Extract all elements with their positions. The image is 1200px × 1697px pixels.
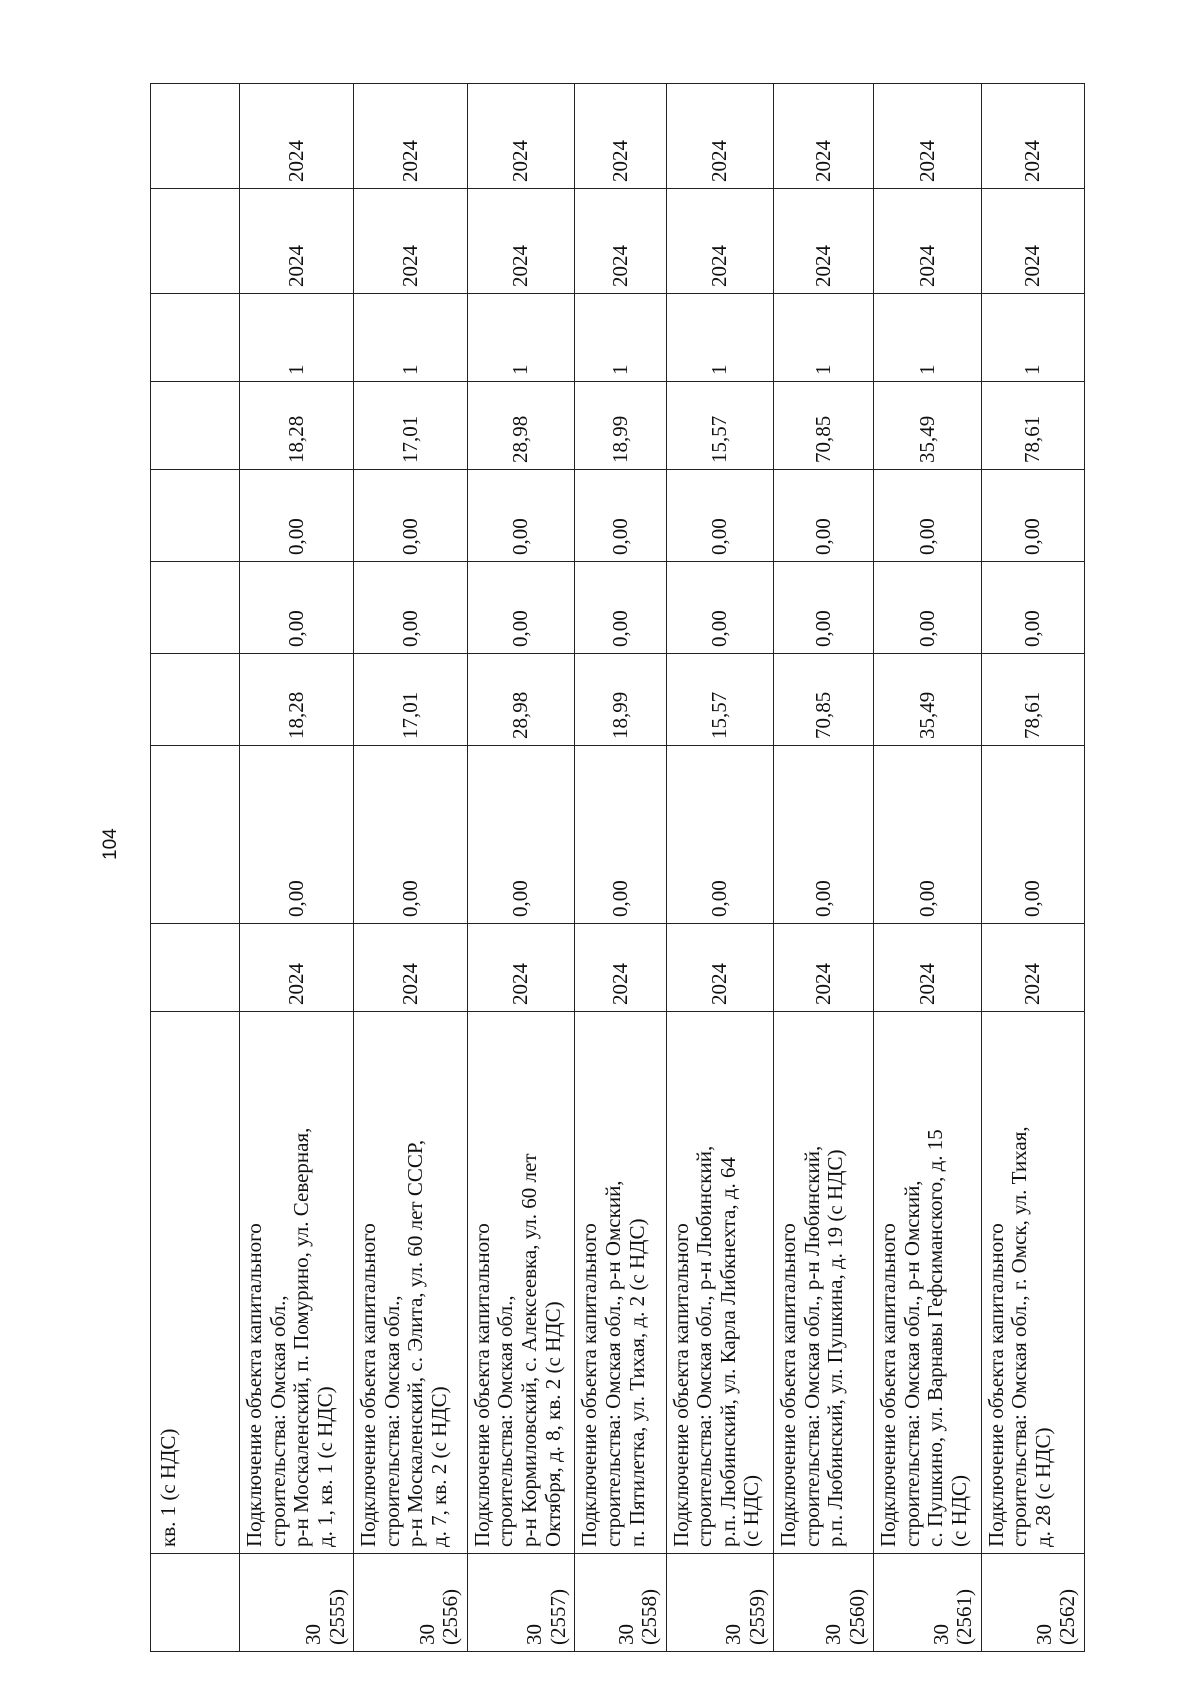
value-cell-5: 17,01 [354,382,468,470]
empty-cell [151,294,240,382]
empty-cell [151,654,240,746]
value-cell-2: 70,85 [774,654,874,746]
value-cell-4: 0,00 [981,470,1084,562]
value-cell-5: 18,99 [575,382,666,470]
table-rotation-wrapper [150,84,1085,1652]
start-year-cell: 2024 [666,924,774,1012]
year-cell-b: 2024 [467,84,575,189]
row-number: 30 [821,1624,846,1645]
count-cell: 1 [874,294,982,382]
value-cell-1: 0,00 [575,746,666,924]
description-line: п. Пятилетка, ул. Тихая, д. 2 (с НДС) [624,1218,649,1547]
row-number: 30 [613,1624,638,1645]
year-cell-b: 2024 [240,84,354,189]
value-cell-1: 0,00 [354,746,468,924]
description-line: р.п. Любинский, ул. Карла Либкнехта, д. 64 [715,1156,740,1547]
value-cell-2: 18,99 [575,654,666,746]
value-cell-2: 17,01 [354,654,468,746]
description-line: р.п. Любинский, ул. Пушкина, д. 19 (с НДС) [823,1149,848,1547]
year-cell-a: 2024 [354,189,468,294]
description-cell [467,1012,575,1554]
value-cell-1: 0,00 [874,746,982,924]
count-cell: 1 [774,294,874,382]
row-number: 30 [928,1624,953,1645]
value-cell-4: 0,00 [666,470,774,562]
row-number-cell [981,1554,1084,1652]
row-number: 30 [414,1624,439,1645]
description-line: строительства: Омская обл., р-н Омский, [601,1180,625,1547]
row-code: (2557) [545,1589,570,1645]
value-cell-3: 0,00 [240,562,354,654]
description-cell [874,1012,982,1554]
description-cell [981,1012,1084,1554]
description-line: строительства: Омская обл., [493,1295,518,1547]
value-cell-5: 15,57 [666,382,774,470]
empty-cell [151,924,240,1012]
table-row [666,84,774,1652]
start-year-cell: 2024 [467,924,575,1012]
start-year-cell: 2024 [774,924,874,1012]
row-code: (2555) [324,1589,349,1645]
value-cell-1: 0,00 [774,746,874,924]
description-line: строительства: Омская обл., р-н Любинский, [692,1145,717,1547]
description-cell [774,1012,874,1554]
count-cell: 1 [240,294,354,382]
description-line: строительства: Омская обл., г. Омск, ул. Тихая, [1007,1126,1032,1547]
row-code: (2561) [952,1589,977,1645]
year-cell-b: 2024 [981,84,1084,189]
description-line: строительства: Омская обл., [379,1295,404,1547]
continuation-desc-cell: кв. 1 (с НДС) [151,1012,240,1554]
description-line: Подключение объекта капитального [876,1223,901,1547]
value-cell-5: 70,85 [774,382,874,470]
description-line: Подключение объекта капитального [469,1223,494,1547]
table-row [575,84,666,1652]
value-cell-5: 28,98 [467,382,575,470]
start-year-cell: 2024 [575,924,666,1012]
empty-cell [151,562,240,654]
year-cell-b: 2024 [575,84,666,189]
table-row [467,84,575,1652]
description-line: Подключение объекта капитального [983,1223,1008,1547]
start-year-cell: 2024 [354,924,468,1012]
continuation-row [151,84,240,1652]
count-cell: 1 [981,294,1084,382]
row-number-cell [774,1554,874,1652]
value-cell-4: 0,00 [774,470,874,562]
value-cell-2: 15,57 [666,654,774,746]
year-cell-b: 2024 [354,84,468,189]
start-year-cell: 2024 [874,924,982,1012]
value-cell-2: 78,61 [981,654,1084,746]
description-line: Подключение объекта капитального [356,1223,381,1547]
row-code: (2559) [744,1589,769,1645]
year-cell-a: 2024 [774,189,874,294]
value-cell-3: 0,00 [981,562,1084,654]
value-cell-3: 0,00 [666,562,774,654]
row-number-cell [874,1554,982,1652]
description-cell [575,1012,666,1554]
start-year-cell: 2024 [981,924,1084,1012]
value-cell-5: 18,28 [240,382,354,470]
value-cell-4: 0,00 [874,470,982,562]
value-cell-4: 0,00 [467,470,575,562]
year-cell-a: 2024 [467,189,575,294]
row-number-cell [240,1554,354,1652]
description-line: д. 7, кв. 2 (с НДС) [426,1386,451,1547]
year-cell-a: 2024 [575,189,666,294]
value-cell-2: 18,28 [240,654,354,746]
value-cell-3: 0,00 [774,562,874,654]
description-cell [354,1012,468,1554]
value-cell-3: 0,00 [874,562,982,654]
row-code: (2560) [844,1589,869,1645]
count-cell: 1 [575,294,666,382]
description-cell [666,1012,774,1554]
page-number: 104 [100,828,121,860]
continuation-num-cell [151,1554,240,1652]
empty-cell [151,84,240,189]
value-cell-4: 0,00 [354,470,468,562]
row-number: 30 [522,1624,547,1645]
description-line: Подключение объекта капитального [242,1223,267,1547]
count-cell: 1 [467,294,575,382]
description-line: (с НДС) [946,1474,971,1547]
empty-cell [151,746,240,924]
year-cell-a: 2024 [666,189,774,294]
count-cell: 1 [354,294,468,382]
empty-cell [151,470,240,562]
value-cell-1: 0,00 [981,746,1084,924]
empty-cell [151,189,240,294]
description-line: с. Пушкино, ул. Варнавы Гефсиманского, д. 15 [923,1129,948,1547]
empty-cell [151,382,240,470]
value-cell-1: 0,00 [467,746,575,924]
description-cell [240,1012,354,1554]
value-cell-1: 0,00 [666,746,774,924]
value-cell-4: 0,00 [240,470,354,562]
count-cell: 1 [666,294,774,382]
row-number-cell [354,1554,468,1652]
year-cell-a: 2024 [981,189,1084,294]
value-cell-2: 35,49 [874,654,982,746]
year-cell-a: 2024 [874,189,982,294]
value-cell-5: 35,49 [874,382,982,470]
value-cell-2: 28,98 [467,654,575,746]
description-line: д. 28 (с НДС) [1030,1427,1055,1547]
row-number: 30 [1031,1624,1056,1645]
value-cell-3: 0,00 [354,562,468,654]
description-line: строительства: Омская обл., р-н Любинский, [799,1145,824,1547]
description-line: д. 1, кв. 1 (с НДС) [312,1386,337,1547]
row-number-cell [666,1554,774,1652]
description-line: Октября, д. 8, кв. 2 (с НДС) [540,1301,565,1547]
year-cell-b: 2024 [774,84,874,189]
description-line: строительства: Омская обл., [265,1295,290,1547]
table-row [981,84,1084,1652]
description-line: Подключение объекта капитального [776,1223,801,1547]
value-cell-4: 0,00 [575,470,666,562]
start-year-cell: 2024 [240,924,354,1012]
year-cell-a: 2024 [240,189,354,294]
description-line: (с НДС) [739,1474,764,1547]
value-cell-3: 0,00 [467,562,575,654]
table-body [151,84,1085,1652]
capital-connection-table [150,83,1085,1652]
description-line: р-н Москаленский, с. Элита, ул. 60 лет СССР, [403,1139,428,1547]
year-cell-b: 2024 [666,84,774,189]
description-line: Подключение объекта капитального [577,1223,602,1547]
table-row [874,84,982,1652]
row-code: (2562) [1055,1589,1080,1645]
row-number: 30 [301,1624,326,1645]
row-number-cell [467,1554,575,1652]
table-row [354,84,468,1652]
description-line: р-н Кормиловский, с. Алексеевка, ул. 60 лет [517,1153,541,1547]
description-line: строительства: Омская обл., р-н Омский, [899,1180,924,1547]
row-number-cell [575,1554,666,1652]
row-number: 30 [721,1624,746,1645]
value-cell-1: 0,00 [240,746,354,924]
description-line: Подключение объекта капитального [668,1223,693,1547]
table-row [774,84,874,1652]
row-code: (2558) [637,1589,662,1645]
table-row [240,84,354,1652]
value-cell-3: 0,00 [575,562,666,654]
description-line: р-н Москаленский, п. Помурино, ул. Северная, [289,1127,314,1547]
year-cell-b: 2024 [874,84,982,189]
value-cell-5: 78,61 [981,382,1084,470]
row-code: (2556) [438,1589,463,1645]
